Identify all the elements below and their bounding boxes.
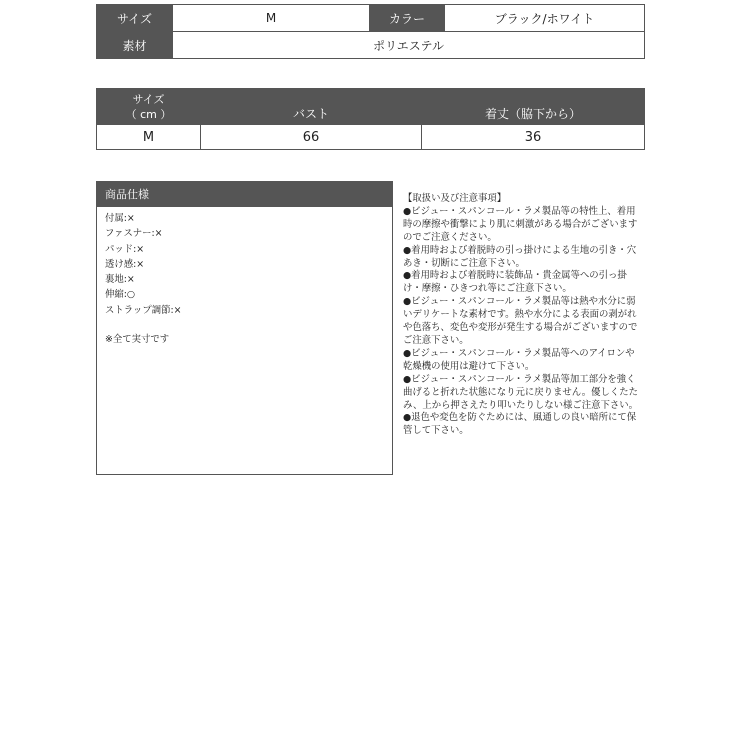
row-bust: 66 <box>201 125 422 150</box>
care-note-item: ●ビジュー・スパンコール・ラメ製品等加工部分を強く曲げると折れた状態になり元に戻りません。優しくたたみ、上から押さえたり叩いたりしない様ご注意下さい。 <box>403 373 638 411</box>
spec-item-stretch: 伸縮:○ <box>105 289 136 301</box>
color-value: ブラック/ホワイト <box>445 5 645 32</box>
bust-header: バスト <box>201 89 422 125</box>
size-value: M <box>173 5 370 32</box>
color-label: カラー <box>370 5 445 32</box>
spec-item-accessories: 付属:× <box>105 213 135 224</box>
spec-item-sheerness: 透け感:× <box>105 258 145 270</box>
care-note-item: ●ビジュー・スパンコール・ラメ製品等は熱や水分に弱いデリケートな素材です。熱や水分による表面の剥がれや色落ち、変色や変形が発生する場合がございますのでご注意下さい。 <box>403 296 638 346</box>
size-chart-header <box>97 89 645 125</box>
size-chart-table <box>96 88 645 150</box>
size-header <box>97 89 201 125</box>
care-notes-title: 【取扱い及び注意事項】 <box>403 193 507 204</box>
product-info-row <box>97 32 645 59</box>
care-notes <box>403 193 643 438</box>
spec-item-strap: ストラップ調節:× <box>105 304 182 316</box>
spec-title: 商品仕様 <box>97 182 392 207</box>
spec-item-zipper: ファスナー:× <box>105 228 163 240</box>
care-note-item: ●着用時および着脱時に装飾品・貴金属等への引っ掛け・摩擦・ひきつれ等にご注意下さい。 <box>403 270 627 295</box>
length-header: 着丈（脇下から） <box>422 89 645 125</box>
spec-item-pad: パッド:× <box>105 243 145 255</box>
row-length: 36 <box>422 125 645 150</box>
product-spec-box <box>96 181 393 475</box>
care-note-item: ●着用時および着脱時の引っ掛けによる生地の引き・穴あき・切断にご注意下さい。 <box>403 244 637 269</box>
care-note-item: ●ビジュー・スパンコール・ラメ製品等の特性上、着用時の摩擦や衝撃により肌に刺激がある場合がございますのでご注意ください。 <box>403 205 638 243</box>
size-header-line2: （ cm ） <box>125 107 172 121</box>
material-label: 素材 <box>97 32 173 59</box>
care-note-item: ●ビジュー・スパンコール・ラメ製品等へのアイロンや乾燥機の使用は避けて下さい。 <box>403 347 635 372</box>
product-info-row <box>97 5 645 32</box>
size-header-line1: サイズ <box>132 92 165 106</box>
product-info-table <box>96 4 645 59</box>
material-value: ポリエステル <box>173 32 645 59</box>
spec-list <box>97 207 392 347</box>
size-label: サイズ <box>97 5 173 32</box>
row-size: M <box>97 125 201 150</box>
care-note-item: ●退色や変色を防ぐためには、風通しの良い暗所にて保管して下さい。 <box>403 412 637 437</box>
size-chart-row <box>97 125 645 150</box>
spec-item-lining: 裏地:× <box>105 274 135 286</box>
spec-note: ※全て実寸です <box>105 334 170 346</box>
